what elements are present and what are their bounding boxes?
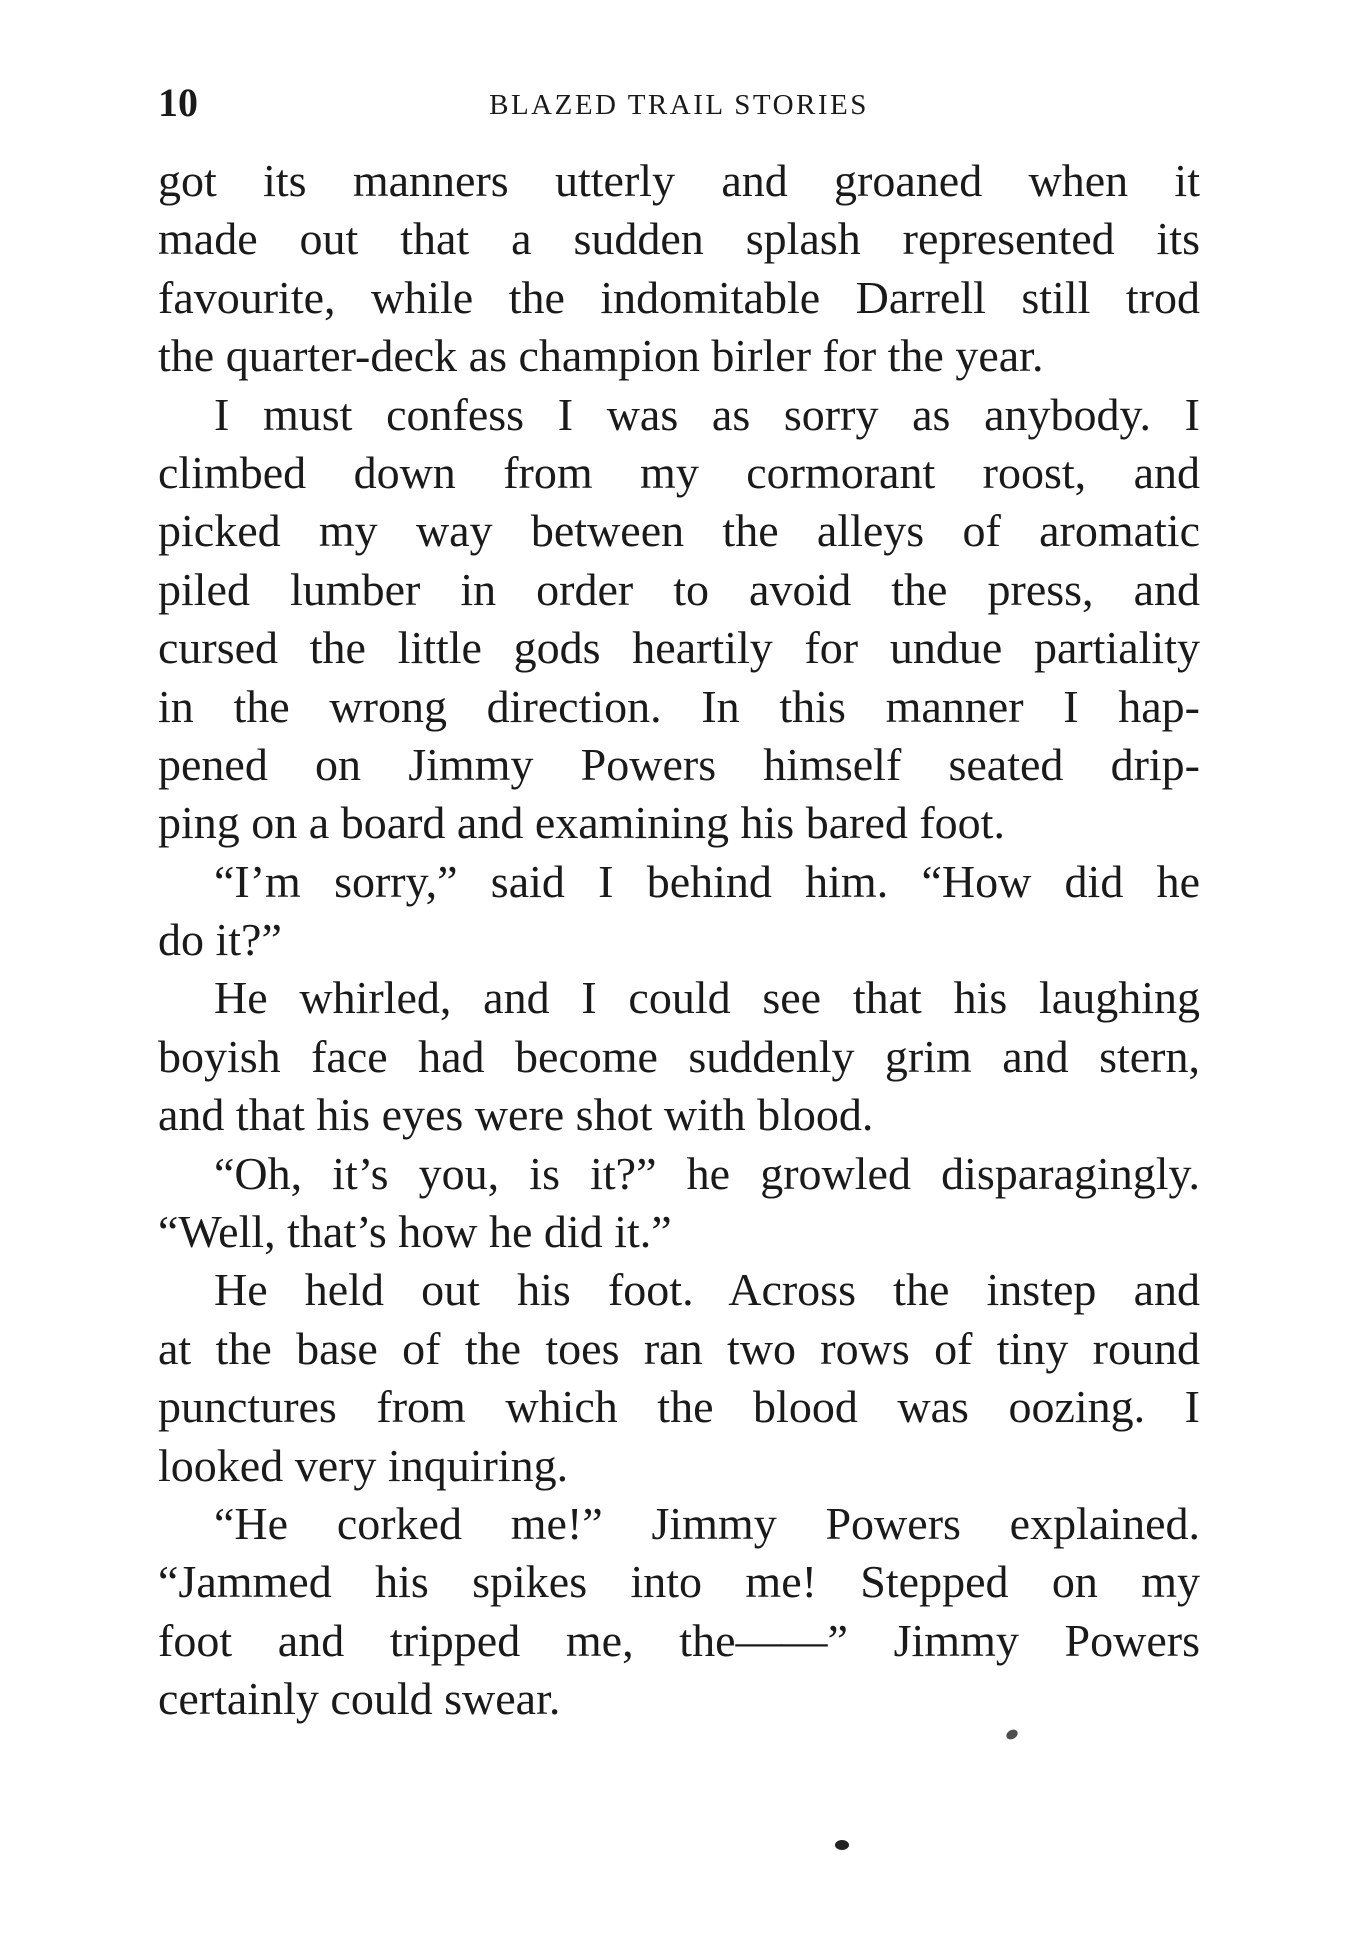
text-line: picked my way between the alleys of aromatic xyxy=(158,505,1200,557)
paragraph-first-line: “Oh, it’s you, is it?” he growled disparagingly. xyxy=(214,1147,1200,1199)
text-line: do it?” xyxy=(158,914,282,966)
ink-speck xyxy=(1005,1728,1020,1742)
paragraph-first-line: He held out his foot. Across the instep and xyxy=(214,1264,1200,1316)
paragraph-first-line: He whirled, and I could see that his laughing xyxy=(214,972,1200,1024)
text-line: foot and tripped me, the——” Jimmy Powers xyxy=(158,1614,1200,1666)
text-line: certainly could swear. xyxy=(158,1673,561,1725)
text-line: made out that a sudden splash represented its xyxy=(158,213,1200,265)
text-line: cursed the little gods heartily for undue partiality xyxy=(158,622,1200,674)
text-line: “Well, that’s how he did it.” xyxy=(158,1206,672,1258)
text-line: favourite, while the indomitable Darrell still trod xyxy=(158,271,1200,323)
paragraph-first-line: “He corked me!” Jimmy Powers explained. xyxy=(214,1497,1200,1549)
running-head: BLAZED TRAIL STORIES xyxy=(489,89,869,121)
page-header xyxy=(158,78,1200,128)
text-line: “Jammed his spikes into me! Stepped on my xyxy=(158,1556,1200,1608)
text-line: and that his eyes were shot with blood. xyxy=(158,1089,874,1141)
paragraph-first-line: “I’m sorry,” said I behind him. “How did he xyxy=(214,855,1200,907)
text-line: the quarter-deck as champion birler for the year. xyxy=(158,330,1044,382)
text-line: piled lumber in order to avoid the press, and xyxy=(158,563,1200,615)
text-line: at the base of the toes ran two rows of tiny round xyxy=(158,1322,1200,1374)
text-line: climbed down from my cormorant roost, and xyxy=(158,446,1200,498)
text-line: in the wrong direction. In this manner I hap- xyxy=(158,680,1200,732)
ink-speck xyxy=(835,1840,849,1850)
text-line: ping on a board and examining his bared foot. xyxy=(158,797,1005,849)
page-number: 10 xyxy=(158,80,198,125)
text-line: got its manners utterly and groaned when it xyxy=(158,155,1200,206)
text-line: looked very inquiring. xyxy=(158,1439,569,1491)
paragraph-first-line: I must confess I was as sorry as anybody. I xyxy=(214,388,1200,440)
text-line: pened on Jimmy Powers himself seated drip- xyxy=(158,738,1200,790)
text-line: boyish face had become suddenly grim and stern, xyxy=(158,1030,1200,1082)
body-text xyxy=(158,152,1200,1729)
text-line: punctures from which the blood was oozing. I xyxy=(158,1381,1200,1433)
